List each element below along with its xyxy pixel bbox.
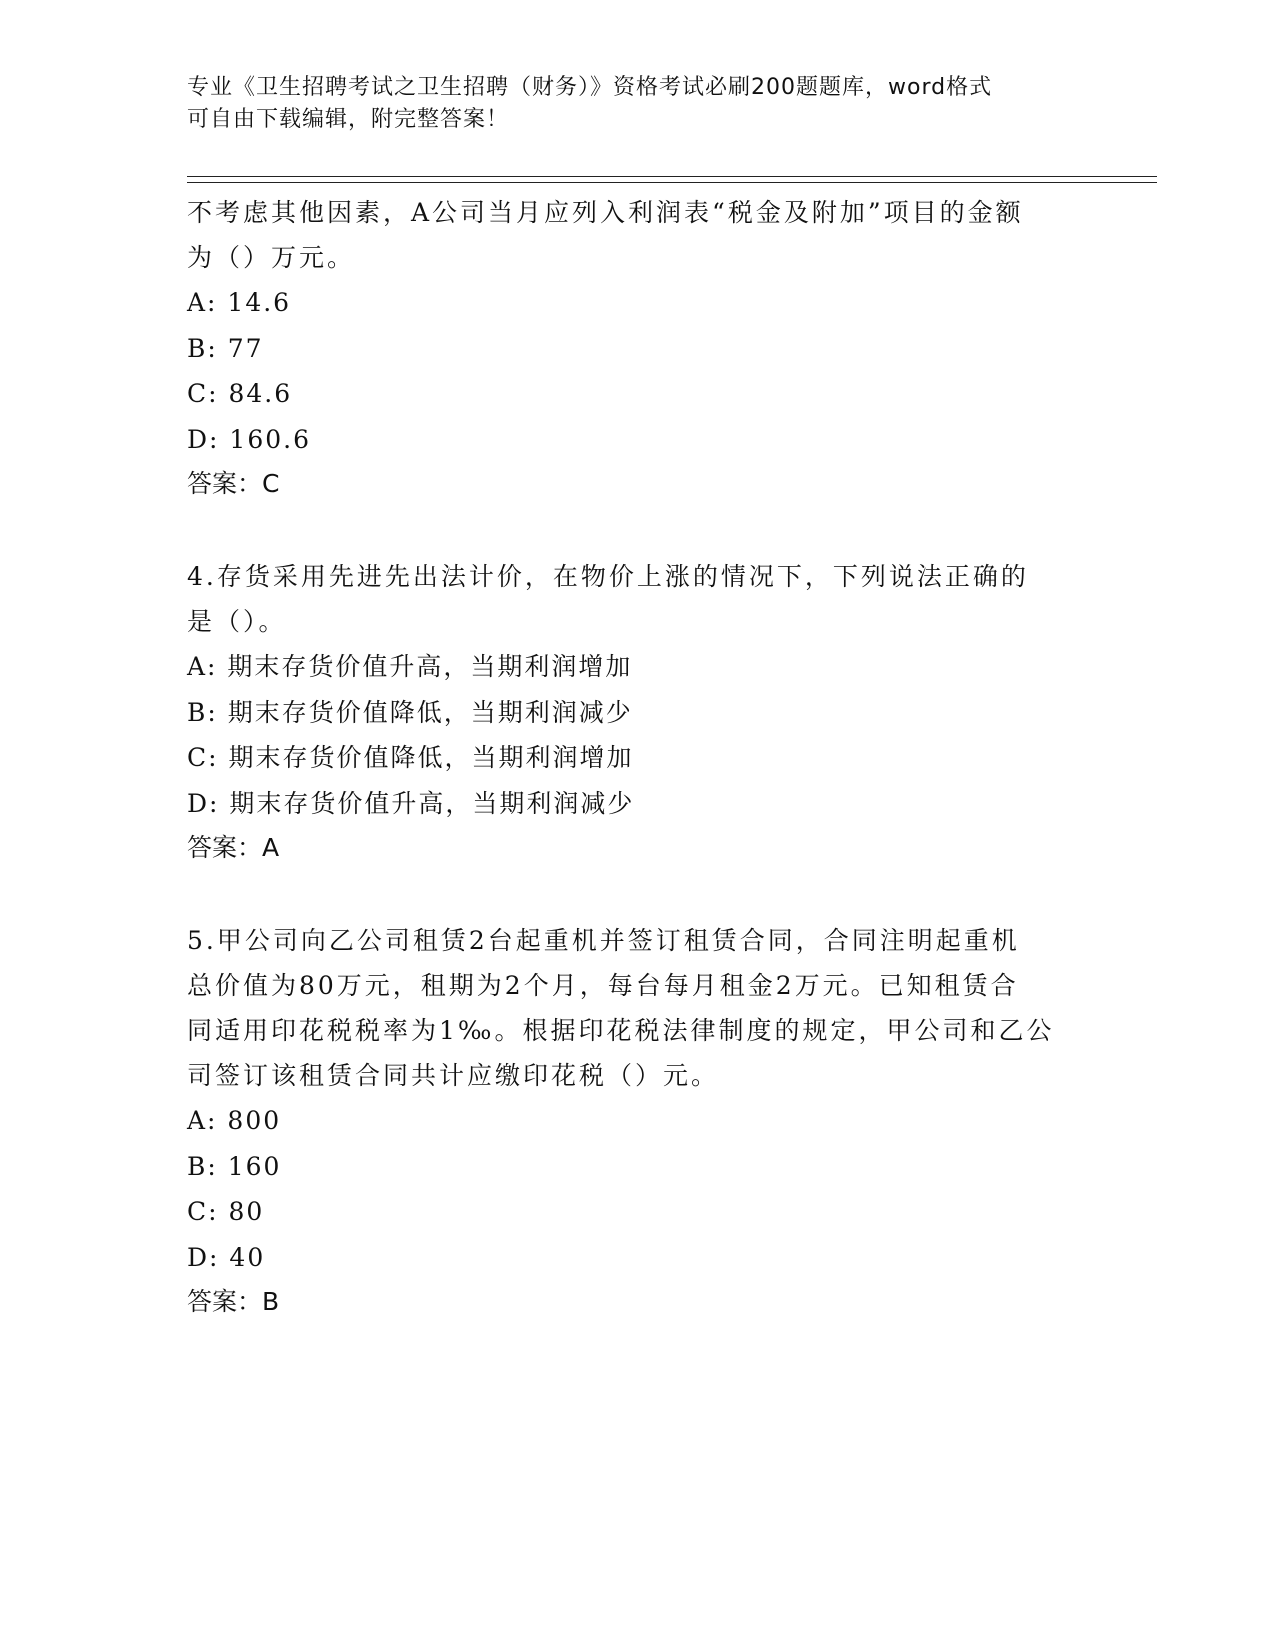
option-b: B: 期末存货价值降低，当期利润减少 (187, 697, 633, 727)
option-a: A: 800 (187, 1106, 282, 1135)
question-list (187, 190, 1107, 1324)
question-3 (187, 190, 1107, 506)
option-a: A: 14.6 (187, 288, 292, 317)
option-b: B: 160 (187, 1151, 282, 1181)
header-divider-top (187, 176, 1157, 177)
question-4 (187, 554, 1107, 870)
option-d: D: 40 (187, 1242, 266, 1272)
question-text-line: 4.存货采用先进先出法计价，在物价上涨的情况下，下列说法正确的 (187, 562, 1029, 591)
spacer (187, 506, 1107, 554)
question-text-line: 为（）万元。 (187, 243, 356, 272)
answer-label: 答案：C (187, 469, 280, 498)
document-header (187, 72, 1087, 136)
option-b: B: 77 (187, 333, 264, 363)
option-c: C: 期末存货价值降低，当期利润增加 (187, 743, 634, 772)
header-line-2: 可自由下载编辑，附完整答案！ (187, 107, 510, 132)
option-c: C: 80 (187, 1197, 265, 1226)
question-text-line: 不考虑其他因素，A公司当月应列入利润表“税金及附加”项目的金额 (187, 198, 1024, 227)
question-text-line: 同适用印花税税率为1‰。根据印花税法律制度的规定，甲公司和乙公 (187, 1016, 1055, 1045)
question-text-line: 5.甲公司向乙公司租赁2台起重机并签订租赁合同，合同注明起重机 (187, 926, 1020, 955)
question-5 (187, 918, 1107, 1324)
option-c: C: 84.6 (187, 379, 293, 408)
question-text-line: 总价值为80万元，租期为2个月，每台每月租金2万元。已知租赁合 (187, 971, 1019, 1000)
answer-label: 答案：A (187, 833, 280, 862)
question-text-line: 司签订该租赁合同共计应缴印花税（）元。 (187, 1061, 720, 1090)
answer-label: 答案：B (187, 1287, 280, 1316)
header-divider-bottom (187, 182, 1157, 183)
spacer (187, 870, 1107, 918)
option-d: D: 期末存货价值升高，当期利润减少 (187, 788, 635, 818)
header-line-1: 专业《卫生招聘考试之卫生招聘（财务）》资格考试必刷200题题库，word格式 (187, 75, 993, 100)
option-a: A: 期末存货价值升高，当期利润增加 (187, 652, 633, 681)
question-text-line: 是（）。 (187, 607, 287, 636)
option-d: D: 160.6 (187, 424, 311, 454)
